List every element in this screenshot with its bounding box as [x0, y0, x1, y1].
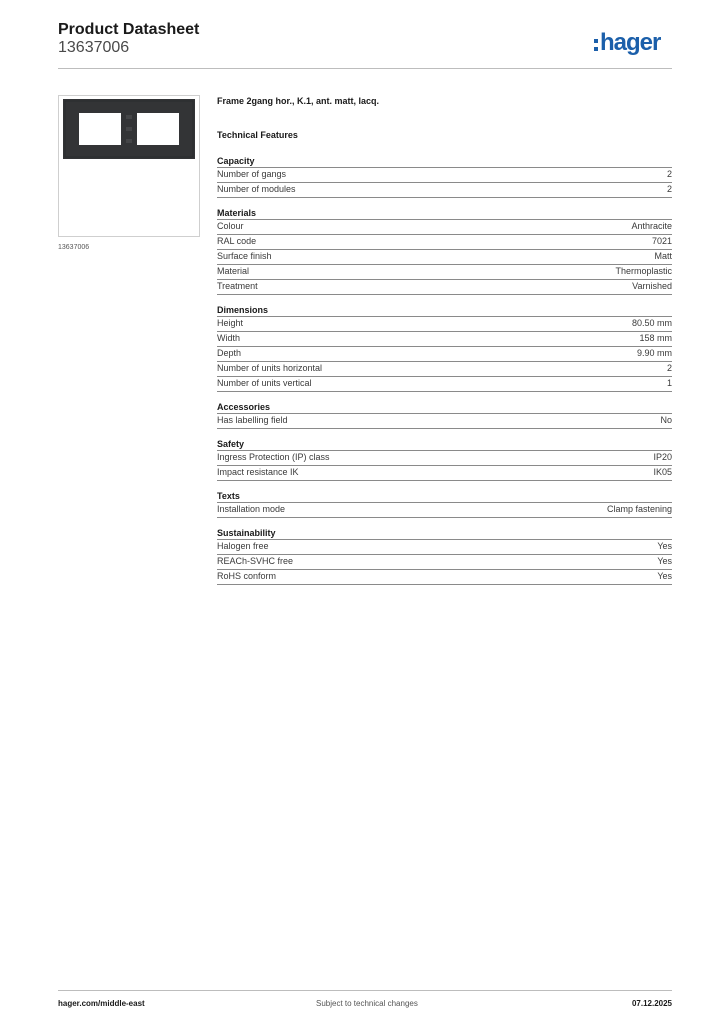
- feature-value: 7021: [651, 236, 672, 246]
- section-title: Texts: [217, 490, 672, 503]
- section-title: Materials: [217, 207, 672, 220]
- product-image: [58, 95, 200, 237]
- feature-value: Clamp fastening: [606, 504, 672, 514]
- section-title: Safety: [217, 438, 672, 451]
- logo-text: hager: [600, 29, 661, 56]
- feature-value: 158 mm: [639, 333, 672, 343]
- section-title: Sustainability: [217, 527, 672, 540]
- feature-label: RoHS conform: [217, 571, 277, 581]
- feature-value: 2: [666, 363, 672, 373]
- feature-label: Number of units vertical: [217, 378, 312, 388]
- feature-value: Yes: [657, 541, 672, 551]
- feature-value: Varnished: [632, 281, 672, 291]
- footer-date: 07.12.2025: [631, 999, 672, 1008]
- feature-label: Ingress Protection (IP) class: [217, 452, 330, 462]
- feature-section: [217, 207, 672, 295]
- image-caption: 13637006: [58, 244, 90, 251]
- feature-value: Yes: [657, 556, 672, 566]
- feature-label: Width: [217, 333, 241, 343]
- feature-value: Matt: [654, 251, 672, 261]
- feature-row: [217, 220, 672, 235]
- feature-label: Has labelling field: [217, 415, 288, 425]
- feature-label: Impact resistance IK: [217, 467, 299, 477]
- section-title: Dimensions: [217, 304, 672, 317]
- feature-row: [217, 466, 672, 481]
- feature-label: Height: [217, 318, 244, 328]
- frame-2gang-icon: [63, 99, 195, 159]
- feature-value: 1: [666, 378, 672, 388]
- feature-value: 2: [666, 169, 672, 179]
- feature-row: [217, 451, 672, 466]
- feature-value: 80.50 mm: [631, 318, 672, 328]
- feature-section: [217, 527, 672, 585]
- document-title: Product Datasheet: [58, 21, 200, 38]
- feature-label: Number of units horizontal: [217, 363, 323, 373]
- feature-value: 2: [666, 184, 672, 194]
- feature-row: [217, 414, 672, 429]
- feature-row: [217, 347, 672, 362]
- feature-row: [217, 570, 672, 585]
- feature-row: [217, 168, 672, 183]
- footer-website: hager.com/middle-east: [58, 999, 145, 1008]
- feature-row: [217, 280, 672, 295]
- feature-row: [217, 235, 672, 250]
- feature-section: [217, 304, 672, 392]
- feature-row: [217, 265, 672, 280]
- feature-row: [217, 332, 672, 347]
- logo-colon-icon: [594, 39, 598, 51]
- feature-section: [217, 155, 672, 198]
- feature-label: Halogen free: [217, 541, 269, 551]
- footer-disclaimer: Subject to technical changes: [316, 999, 418, 1008]
- feature-value: Anthracite: [631, 221, 672, 231]
- feature-row: [217, 377, 672, 392]
- feature-value: 9.90 mm: [636, 348, 672, 358]
- feature-label: Surface finish: [217, 251, 272, 261]
- feature-row: [217, 540, 672, 555]
- feature-section: [217, 490, 672, 518]
- feature-value: IK05: [653, 467, 672, 477]
- hager-logo: [594, 30, 660, 56]
- feature-row: [217, 317, 672, 332]
- feature-label: Depth: [217, 348, 242, 358]
- feature-section: [217, 438, 672, 481]
- technical-features-title: Technical Features: [217, 130, 298, 140]
- feature-label: REACh-SVHC free: [217, 556, 294, 566]
- feature-row: [217, 183, 672, 198]
- section-title: Capacity: [217, 155, 672, 168]
- header-divider: [58, 68, 672, 69]
- feature-sections: [217, 155, 672, 585]
- feature-label: Treatment: [217, 281, 258, 291]
- feature-row: [217, 555, 672, 570]
- product-name: Frame 2gang hor., K.1, ant. matt, lacq.: [217, 96, 380, 106]
- feature-value: No: [660, 415, 672, 425]
- feature-row: [217, 250, 672, 265]
- product-number: 13637006: [58, 39, 130, 56]
- section-title: Accessories: [217, 401, 672, 414]
- feature-value: Yes: [657, 571, 672, 581]
- feature-value: Thermoplastic: [615, 266, 672, 276]
- technical-content: [217, 96, 672, 585]
- feature-label: Material: [217, 266, 250, 276]
- feature-value: IP20: [653, 452, 672, 462]
- feature-section: [217, 401, 672, 429]
- feature-label: Number of modules: [217, 184, 296, 194]
- feature-label: Number of gangs: [217, 169, 287, 179]
- feature-row: [217, 503, 672, 518]
- feature-label: Installation mode: [217, 504, 286, 514]
- feature-label: Colour: [217, 221, 244, 231]
- feature-label: RAL code: [217, 236, 257, 246]
- feature-row: [217, 362, 672, 377]
- footer-divider: [58, 990, 672, 991]
